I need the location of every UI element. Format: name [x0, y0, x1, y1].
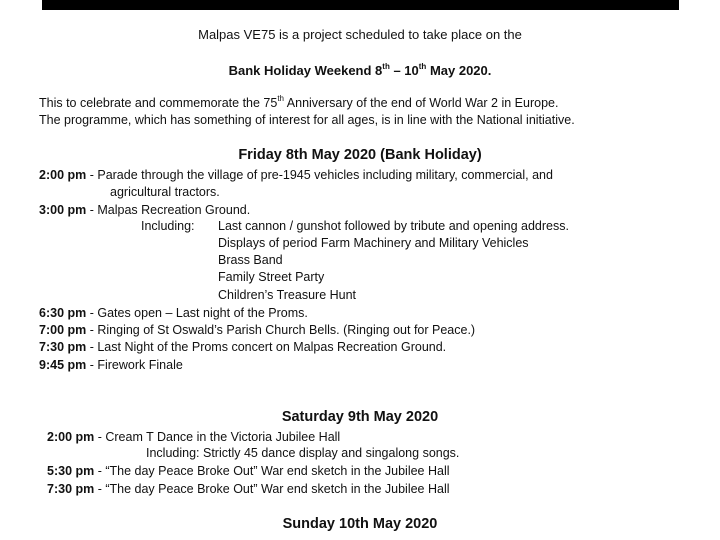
friday-item: Brass Band	[218, 253, 283, 267]
friday-event-4: 7:00 pm - Ringing of St Oswald’s Parish Church Bells. (Ringing out for Peace.)	[39, 323, 476, 337]
intro-paragraph-line-2: The programme, which has something of interest for all ages, is in line with the National initiative.	[39, 113, 575, 127]
friday-event-1: 2:00 pm - Parade through the village of pre-1945 vehicles including military, commercial, and	[39, 168, 553, 182]
saturday-heading: Saturday 9th May 2020	[281, 409, 439, 425]
friday-event-6: 9:45 pm - Firework Finale	[39, 358, 183, 372]
intro-line: Malpas VE75 is a project scheduled to take place on the	[198, 27, 522, 42]
saturday-event-3: 7:30 pm - “The day Peace Broke Out” War end sketch in the Jubilee Hall	[47, 482, 450, 496]
saturday-event-2: 5:30 pm - “The day Peace Broke Out” War end sketch in the Jubilee Hall	[47, 464, 450, 478]
friday-event-2: 3:00 pm - Malpas Recreation Ground.	[39, 203, 251, 217]
friday-heading: Friday 8th May 2020 (Bank Holiday)	[238, 147, 482, 163]
intro-paragraph-line-1: This to celebrate and commemorate the 75th Anniversary of the end of World War 2 in Europe.	[39, 93, 559, 110]
friday-event-3: 6:30 pm - Gates open – Last night of the Proms.	[39, 306, 308, 320]
header-banner	[42, 0, 679, 10]
saturday-event-1-sub: Including: Strictly 45 dance display and singalong songs.	[146, 446, 460, 460]
friday-item: Displays of period Farm Machinery and Military Vehicles	[218, 236, 529, 250]
friday-including-label: Including:	[141, 219, 195, 233]
friday-event-1-cont: agricultural tractors.	[110, 185, 220, 199]
friday-event-5: 7:30 pm - Last Night of the Proms concert on Malpas Recreation Ground.	[39, 340, 447, 354]
friday-item: Last cannon / gunshot followed by tribute and opening address.	[218, 219, 569, 233]
saturday-event-1: 2:00 pm - Cream T Dance in the Victoria Jubilee Hall	[47, 430, 341, 444]
dates-line: Bank Holiday Weekend 8th – 10th May 2020.	[228, 61, 492, 78]
friday-item: Children’s Treasure Hunt	[218, 288, 357, 302]
friday-item: Family Street Party	[218, 270, 325, 284]
sunday-heading: Sunday 10th May 2020	[282, 516, 438, 532]
